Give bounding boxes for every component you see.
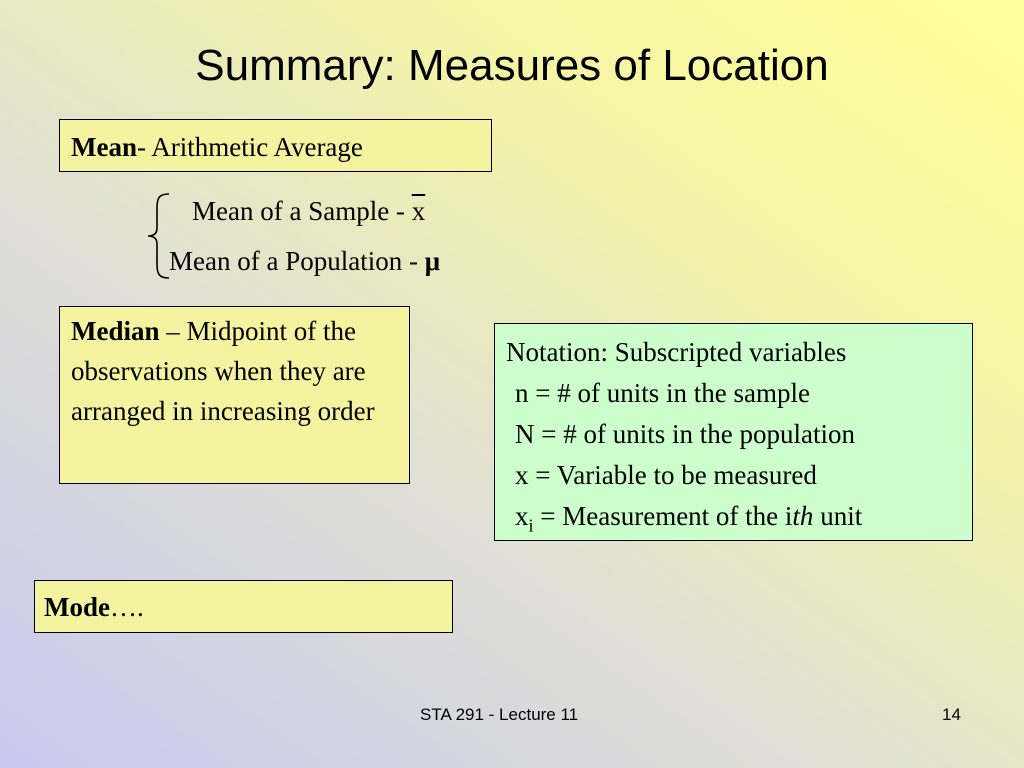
mu-symbol: μ [424, 246, 441, 276]
notation-heading: Notation: Subscripted variables [506, 337, 847, 367]
median-definition-box [59, 306, 410, 484]
footer-page-number: 14 [942, 705, 961, 724]
xi-subscript: i [528, 515, 534, 536]
notation-box [494, 323, 973, 541]
slide-title: Summary: Measures of Location [195, 41, 829, 90]
mean-term: Mean [71, 132, 137, 162]
xi-th: th [792, 501, 814, 531]
footer-course: STA 291 - Lecture 11 [420, 705, 579, 724]
mean-population-text: Mean of a Population - [169, 246, 425, 276]
notation-line-x: x = Variable to be measured [515, 460, 817, 490]
median-term: Median [71, 316, 160, 346]
mean-sample-line [192, 191, 425, 231]
mean-definition: - Arithmetic Average [136, 132, 363, 162]
xi-unit: unit [813, 501, 863, 531]
mode-term: Mode [44, 592, 110, 622]
mean-sample-text: Mean of a Sample - [192, 196, 412, 226]
xi-variable: x [515, 501, 529, 531]
notation-line-N: N = # of units in the population [515, 419, 855, 449]
notation-line-n: n = # of units in the sample [515, 378, 810, 408]
median-definition: – Midpoint of the observations when they are arranged in increasing order [71, 316, 375, 426]
notation-line-xi [506, 496, 972, 537]
mode-definition-box [34, 580, 453, 633]
mode-definition: …. [109, 592, 144, 622]
mean-definition-box [59, 119, 492, 172]
mean-population-line [169, 241, 440, 281]
xi-text: = Measurement of the i [533, 501, 793, 531]
xbar-symbol: $\overline{x}$ [411, 196, 426, 226]
